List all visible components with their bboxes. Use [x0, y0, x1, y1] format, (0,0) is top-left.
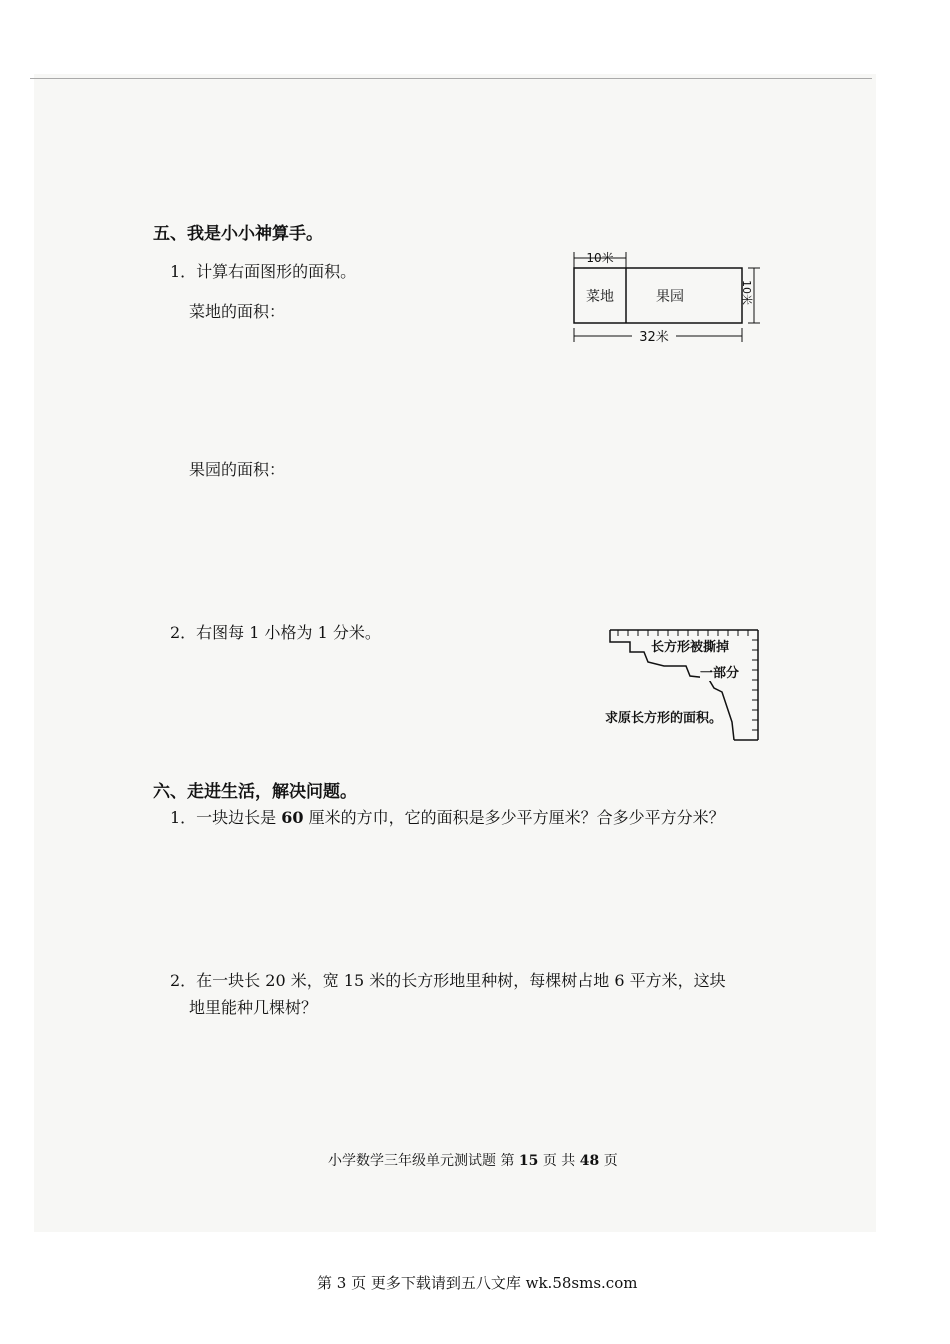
scan-edge-line — [30, 78, 872, 79]
footer-page-end: 页 — [603, 1153, 618, 1169]
question-5-2: 2．右图每 1 小格为 1 分米。 — [170, 623, 381, 642]
q6-1-suffix: 厘米的方巾，它的面积是多少平方厘米？合多少平方分米？ — [308, 808, 725, 827]
torn-label-line1: 长方形被撕掉 — [651, 636, 729, 655]
footer-page-label: 第 — [500, 1153, 515, 1169]
torn-label-line3: 求原长方形的面积。 — [605, 707, 722, 726]
footer-page-mid: 页 共 — [542, 1153, 576, 1169]
question-6-2-line1: 2．在一块长 20 米，宽 15 米的长方形地里种树，每棵树占地 6 平方米，这块 — [170, 971, 726, 990]
dim-right-label: 10米 — [740, 280, 753, 305]
footer-title: 小学数学三年级单元测试题 — [328, 1153, 496, 1169]
dim-bottom-label: 32米 — [639, 330, 669, 345]
footer-page-number: 15 — [518, 1153, 539, 1169]
q6-1-prefix: 1．一块边长是 — [170, 808, 277, 827]
question-6-2-line2: 地里能种几棵树？ — [189, 998, 318, 1017]
section-6-title: 六、走进生活，解决问题。 — [153, 782, 357, 802]
section-5-title: 五、我是小小神算手。 — [153, 224, 323, 244]
page-footer — [328, 1150, 618, 1170]
question-6-1 — [170, 805, 725, 828]
orchard-area-prompt: 果园的面积： — [189, 460, 286, 479]
dim-top-label: 10米 — [586, 251, 614, 265]
q6-1-number: 60 — [281, 808, 304, 827]
vegetable-plot-label: 菜地 — [586, 289, 614, 305]
torn-label-line2: 一部分 — [700, 662, 739, 681]
question-5-1: 1．计算右面图形的面积。 — [170, 262, 357, 281]
orchard-plot-label: 果园 — [656, 289, 684, 305]
download-note: 第 3 页 更多下载请到五八文库 wk.58sms.com — [317, 1274, 638, 1292]
figure-rectangle-diagram — [560, 246, 770, 350]
footer-total-pages: 48 — [579, 1153, 600, 1169]
vegetable-area-prompt: 菜地的面积： — [189, 302, 286, 321]
